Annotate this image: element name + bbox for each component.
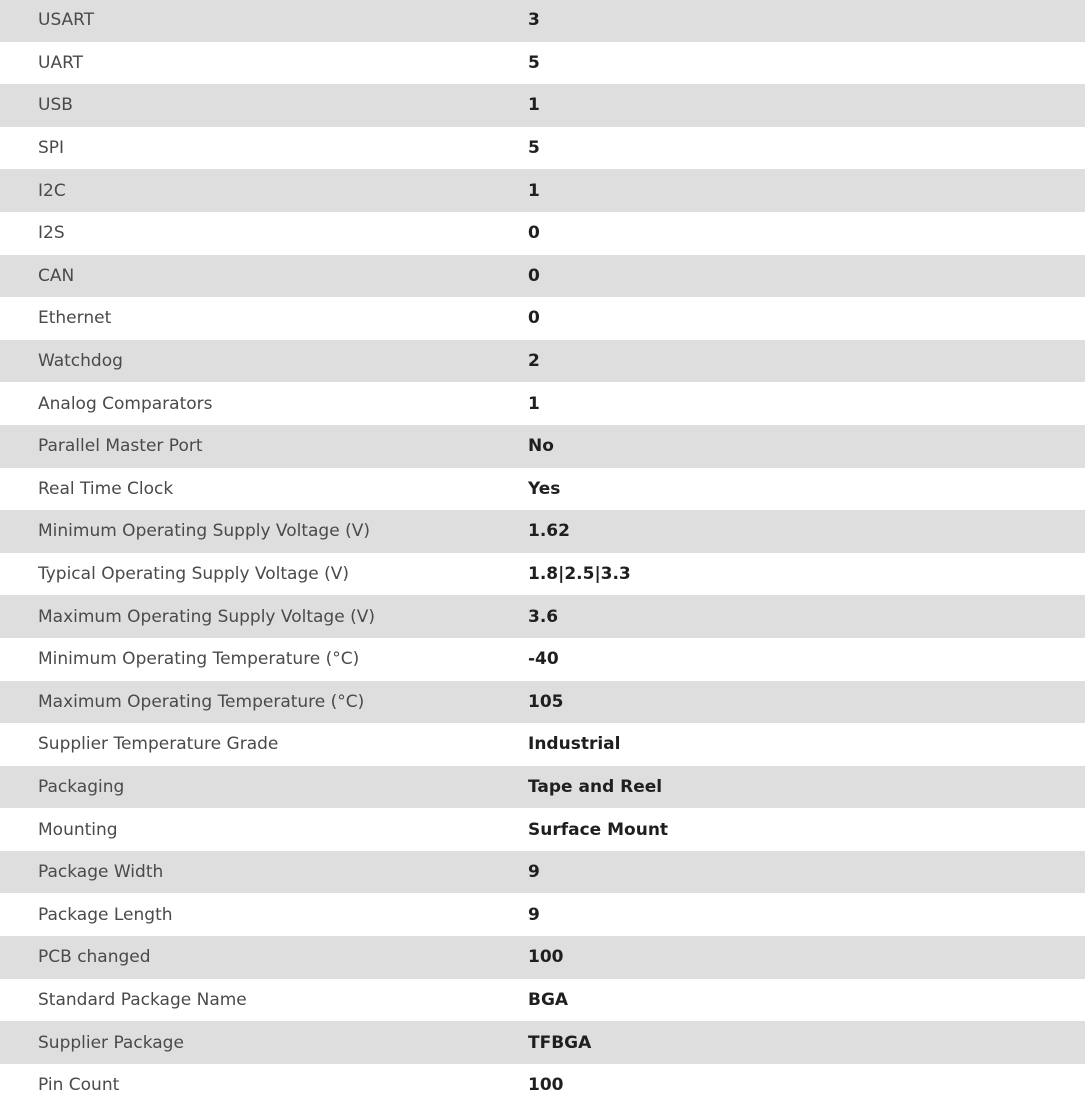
spec-label: Watchdog [38,351,123,372]
spec-value: 100 [528,947,564,968]
spec-label: Mounting [38,819,118,840]
spec-row [0,212,1085,255]
spec-label: Minimum Operating Temperature (°C) [38,649,360,670]
spec-row [0,382,1085,425]
spec-row [0,425,1085,468]
spec-row [0,42,1085,85]
spec-label: USB [38,95,73,116]
spec-label: Ethernet [38,308,112,329]
spec-row [0,553,1085,596]
spec-value: 1 [528,180,540,201]
spec-row [0,808,1085,851]
spec-label: Parallel Master Port [38,436,203,457]
spec-label: I2S [38,223,65,244]
spec-label: Pin Count [38,1075,120,1096]
spec-label: USART [38,10,95,31]
spec-value: Industrial [528,734,621,755]
spec-value: 1 [528,393,540,414]
spec-value: 0 [528,223,540,244]
spec-value: 5 [528,138,540,159]
spec-row [0,681,1085,724]
spec-row [0,936,1085,979]
spec-row [0,766,1085,809]
spec-value: TFBGA [528,1032,592,1053]
spec-row [0,595,1085,638]
spec-row [0,297,1085,340]
spec-value: -40 [528,649,559,670]
spec-label: CAN [38,265,75,286]
spec-row [0,1021,1085,1064]
spec-value: 9 [528,862,540,883]
spec-row [0,1064,1085,1106]
spec-row [0,510,1085,553]
spec-value: 1 [528,95,540,116]
spec-label: SPI [38,138,65,159]
spec-value: 1.8|2.5|3.3 [528,564,631,585]
spec-row [0,893,1085,936]
spec-row [0,127,1085,170]
spec-row [0,255,1085,298]
spec-value: Tape and Reel [528,776,663,797]
spec-value: BGA [528,989,569,1010]
spec-label: I2C [38,180,66,201]
spec-value: Yes [528,478,561,499]
spec-value: 0 [528,265,540,286]
spec-value: 5 [528,52,540,73]
spec-value: 105 [528,691,564,712]
spec-row [0,0,1085,42]
spec-label: Maximum Operating Temperature (°C) [38,691,365,712]
spec-label: PCB changed [38,947,151,968]
spec-label: Typical Operating Supply Voltage (V) [38,564,349,585]
spec-row [0,468,1085,511]
spec-label: Package Width [38,862,164,883]
spec-value: No [528,436,554,457]
spec-label: Minimum Operating Supply Voltage (V) [38,521,370,542]
spec-value: Surface Mount [528,819,669,840]
spec-value: 3 [528,10,540,31]
spec-row [0,84,1085,127]
spec-label: Supplier Temperature Grade [38,734,279,755]
spec-value: 9 [528,904,540,925]
spec-value: 2 [528,351,540,372]
spec-row [0,851,1085,894]
spec-row [0,638,1085,681]
spec-row [0,723,1085,766]
spec-label: Supplier Package [38,1032,184,1053]
spec-label: Package Length [38,904,173,925]
spec-value: 1.62 [528,521,570,542]
spec-value: 3.6 [528,606,559,627]
spec-row [0,169,1085,212]
spec-label: Standard Package Name [38,989,247,1010]
spec-label: Analog Comparators [38,393,213,414]
spec-value: 0 [528,308,540,329]
spec-row [0,340,1085,383]
spec-label: Real Time Clock [38,478,174,499]
spec-label: Maximum Operating Supply Voltage (V) [38,606,375,627]
spec-row [0,979,1085,1022]
spec-label: Packaging [38,776,125,797]
spec-label: UART [38,52,84,73]
spec-value: 100 [528,1075,564,1096]
